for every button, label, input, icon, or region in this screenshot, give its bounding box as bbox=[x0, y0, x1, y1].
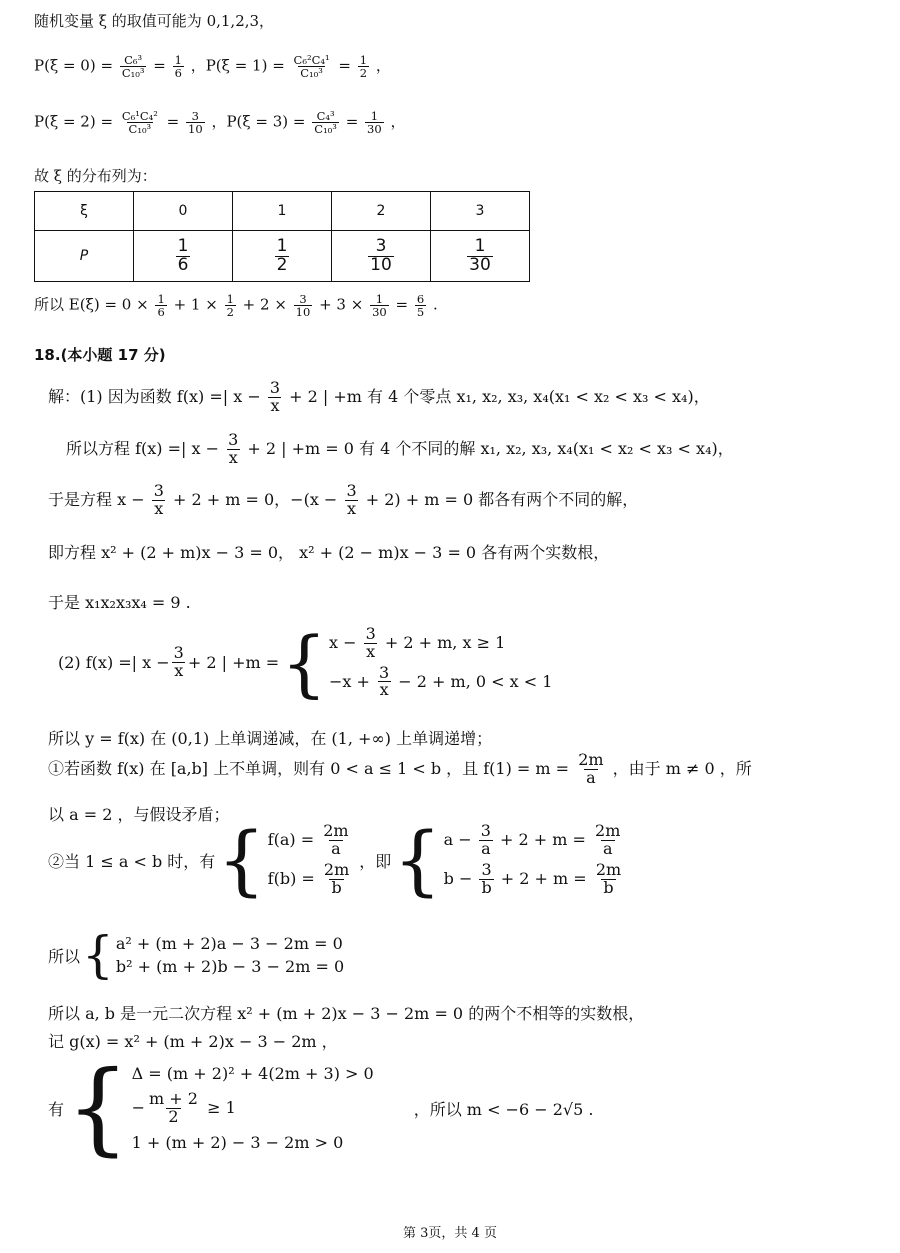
table-cell: 1 bbox=[233, 192, 332, 231]
table-cell: ξ bbox=[35, 192, 134, 231]
p18-line-2: 所以方程 f(x) =| x − $\frac{3}{x}$ + 2 | +m = 0 有 4 个不同的解 x₁, x₂, x₃, x₄(x₁ < x₂ < x₃ < x₄)， bbox=[66, 430, 734, 467]
p18-line-9: 以 a = 2 ，与假设矛盾； bbox=[48, 805, 230, 824]
table-row bbox=[35, 231, 530, 282]
table-cell: $\frac{1}{6}$ bbox=[134, 231, 233, 282]
distribution-heading: 故 ξ 的分布列为： bbox=[34, 167, 157, 185]
page-footer: 第 3页，共 4 页 bbox=[403, 1226, 497, 1241]
left-brace: { bbox=[281, 620, 327, 705]
p18-line-1: 解：(1) 因为函数 f(x) =| x − $\frac{3}{x}$ + 2 | +m 有 4 个零点 x₁, x₂, x₃, x₄(x₁ < x₂ < x₃ < x₄)， bbox=[48, 378, 710, 415]
p18-system-c: 所以 { a² + (m + 2)a − 3 − 2m = 0 b² + (m + 2)b − 3 − 2m = 0 bbox=[48, 926, 345, 984]
prob-line-2: P(ξ = 2) = $\frac{\text{C₆¹C₄²}}{\text{C₁₀³}}$ = $\frac{3}{10}$ ，P(ξ = 3) = $\frac{\text{C₄³}}{\text{C₁₀³}}$ = $\frac{1}{30}$ ， bbox=[34, 109, 406, 137]
p18-line-8: ①若函数 f(x) 在 [a,b] 上不单调，则有 0 < a ≤ 1 < b ，且 f(1) = m = $\frac{2m}{a}$ ，由于 m ≠ 0 ，所 bbox=[48, 750, 752, 787]
expectation-line: 所以 E(ξ) = 0 × $\frac{1}{6}$ + 1 × $\frac{1}{2}$ + 2 × $\frac{3}{10}$ + 3 × $\frac{1}{30}$ = $\frac{6}{5}$ . bbox=[34, 292, 438, 320]
intro-line: 随机变量 ξ 的取值可能为 0,1,2,3， bbox=[34, 12, 275, 30]
table-cell: 0 bbox=[134, 192, 233, 231]
p18-line-4: 即方程 x² + (2 + m)x − 3 = 0， x² + (2 − m)x − 3 = 0 各有两个实数根， bbox=[48, 543, 610, 562]
p18-system-d: 有 { Δ = (m + 2)² + 4(2m + 3) > 0 − $\frac{m + 2}{2}$ ≥ 1 1 + (m + 2) − 3 − 2m > 0 ，所以 m < −6 − 2√5 . bbox=[48, 1049, 594, 1166]
p18-line-5: 于是 x₁x₂x₃x₄ = 9 . bbox=[48, 593, 191, 612]
prob-line-1: P(ξ = 0) = $\frac{\text{C₆³}}{\text{C₁₀³}}$ = $\frac{1}{6}$ ，P(ξ = 1) = $\frac{\text{C₆²C₄¹}}{\text{C₁₀³}}$ = $\frac{1}{2}$ ， bbox=[34, 53, 391, 81]
p18-line-7: 所以 y = f(x) 在 (0,1) 上单调递减，在 (1, +∞) 上单调递增； bbox=[48, 729, 493, 748]
p18-line-3: 于是方程 x − $\frac{3}{x}$ + 2 + m = 0，−(x − $\frac{3}{x}$ + 2) + m = 0 都各有两个不同的解， bbox=[48, 481, 639, 518]
distribution-table bbox=[34, 191, 530, 282]
table-cell: 3 bbox=[431, 192, 530, 231]
table-cell: $\frac{1}{30}$ bbox=[431, 231, 530, 282]
table-cell: P bbox=[35, 231, 134, 282]
table-header-row bbox=[35, 192, 530, 231]
p18-case-2: ②当 1 ≤ a < b 时，有 { f(a) = $\frac{2m}{a}$ f(b) = $\frac{2m}{b}$ ，即 { a − $\frac{3}{a}$ + 2 + m = $\frac{2m}{a}$ b − $\frac{3}{b}$ + 2 + m = $\frac{2m}{b}$ bbox=[48, 815, 622, 904]
table-cell: $\frac{3}{10}$ bbox=[332, 231, 431, 282]
table-cell: $\frac{1}{2}$ bbox=[233, 231, 332, 282]
problem-18-title: 18.(本小题 17 分) bbox=[34, 346, 166, 364]
p18-line-13: 记 g(x) = x² + (m + 2)x − 3 − 2m ， bbox=[48, 1032, 338, 1051]
p18-piecewise: (2) f(x) =| x − $\frac{3}{x}$ + 2 | +m = { x − $\frac{3}{x}$ + 2 + m, x ≥ 1 −x + $\frac{3}{x}$ − 2 + m, 0 < x < 1 bbox=[58, 620, 553, 705]
p18-line-12: 所以 a, b 是一元二次方程 x² + (m + 2)x − 3 − 2m = 0 的两个不相等的实数根， bbox=[48, 1004, 645, 1023]
table-cell: 2 bbox=[332, 192, 431, 231]
